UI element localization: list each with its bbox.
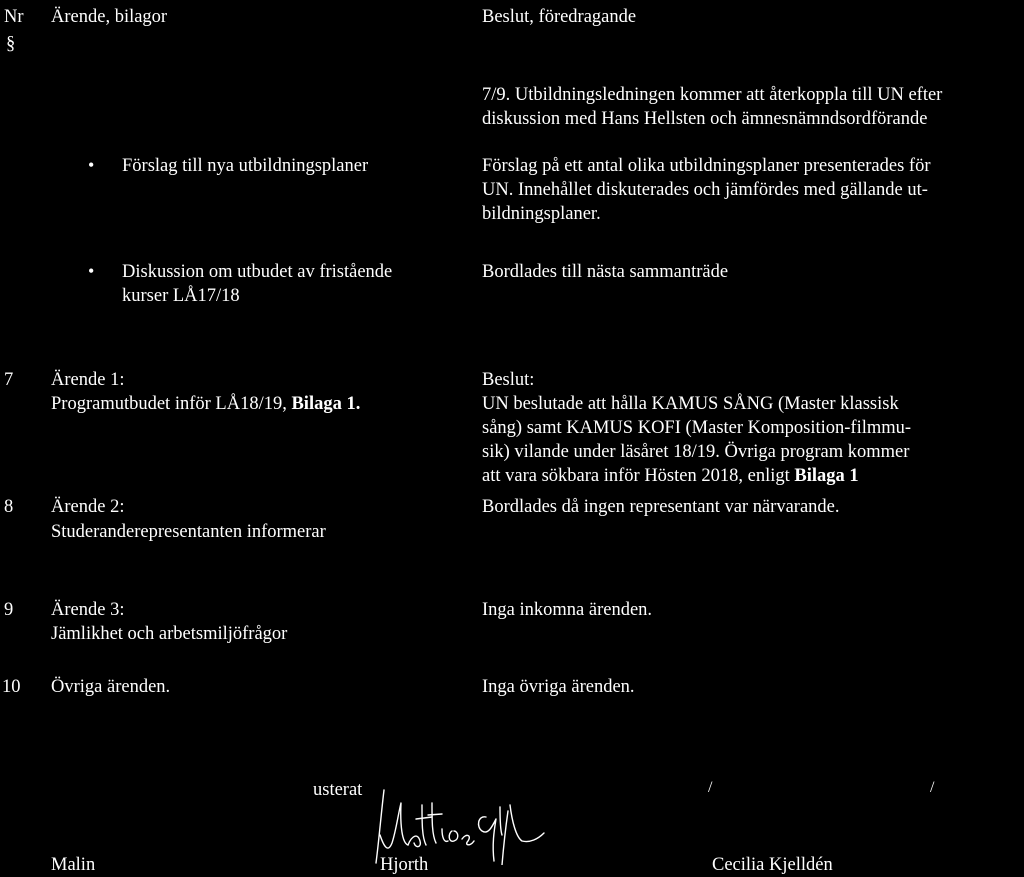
agenda-decision: Bordlades då ingen representant var närvarande. xyxy=(482,497,840,517)
agenda-nr: 9 xyxy=(4,600,14,620)
agenda-nr: 7 xyxy=(4,370,14,390)
agenda-title: Ärende 1: xyxy=(51,370,125,390)
agenda-title: Ärende 3: xyxy=(51,600,125,620)
agenda-nr: 10 xyxy=(2,677,21,697)
tick-mark: / xyxy=(708,779,713,796)
signature-label-fragment: usterat xyxy=(313,780,363,800)
agenda-decision: Inga inkomna ärenden. xyxy=(482,600,653,620)
agenda-title: Ärende 2: xyxy=(51,497,125,517)
tick-mark: / xyxy=(930,779,935,796)
header-item: Ärende, bilagor xyxy=(51,7,168,27)
bullet-item-new-plans: Förslag till nya utbildningsplaner xyxy=(122,156,369,176)
bullet-item-courses: Diskussion om utbudet av fristående kurser LÅ17/18 xyxy=(122,262,393,306)
agenda-decision: UN beslutade att hålla KAMUS SÅNG (Master klassisk sång) samt KAMUS KOFI (Master Komposition-filmmu- sik) vilande under läsåret 18/19. Övriga program kommer att vara sökbara inför Hösten 2018, enligt Bilaga 1 xyxy=(482,394,912,486)
header-section-sign: § xyxy=(6,34,16,54)
agenda-title: Övriga ärenden. xyxy=(51,677,171,697)
agenda-desc: Studeranderepresentanten informerar xyxy=(51,522,326,542)
continuation-text: 7/9. Utbildningsledningen kommer att återkoppla till UN efter diskussion med Hans Hellsten och ämnesnämndsordförande xyxy=(482,85,943,129)
agenda-desc: Programutbudet inför LÅ18/19, Bilaga 1. xyxy=(51,394,361,414)
bullet-marker: • xyxy=(88,261,95,281)
signature-name: Malin xyxy=(51,855,96,875)
decision-heading: Beslut: xyxy=(482,370,535,390)
header-decision: Beslut, föredragande xyxy=(482,7,637,27)
signature-name: Hjorth xyxy=(380,855,429,875)
header-nr: Nr xyxy=(4,7,24,27)
signature-name: Cecilia Kjelldén xyxy=(712,855,833,875)
agenda-desc: Jämlikhet och arbetsmiljöfrågor xyxy=(51,624,288,644)
agenda-nr: 8 xyxy=(4,497,14,517)
bullet-marker: • xyxy=(88,155,95,175)
bullet-decision-courses: Bordlades till nästa sammanträde xyxy=(482,262,729,282)
bullet-decision-new-plans: Förslag på ett antal olika utbildningsplaner presenterades för UN. Innehållet diskuterades och jämfördes med gällande ut- bildningsplaner. xyxy=(482,156,931,224)
agenda-decision: Inga övriga ärenden. xyxy=(482,677,635,697)
